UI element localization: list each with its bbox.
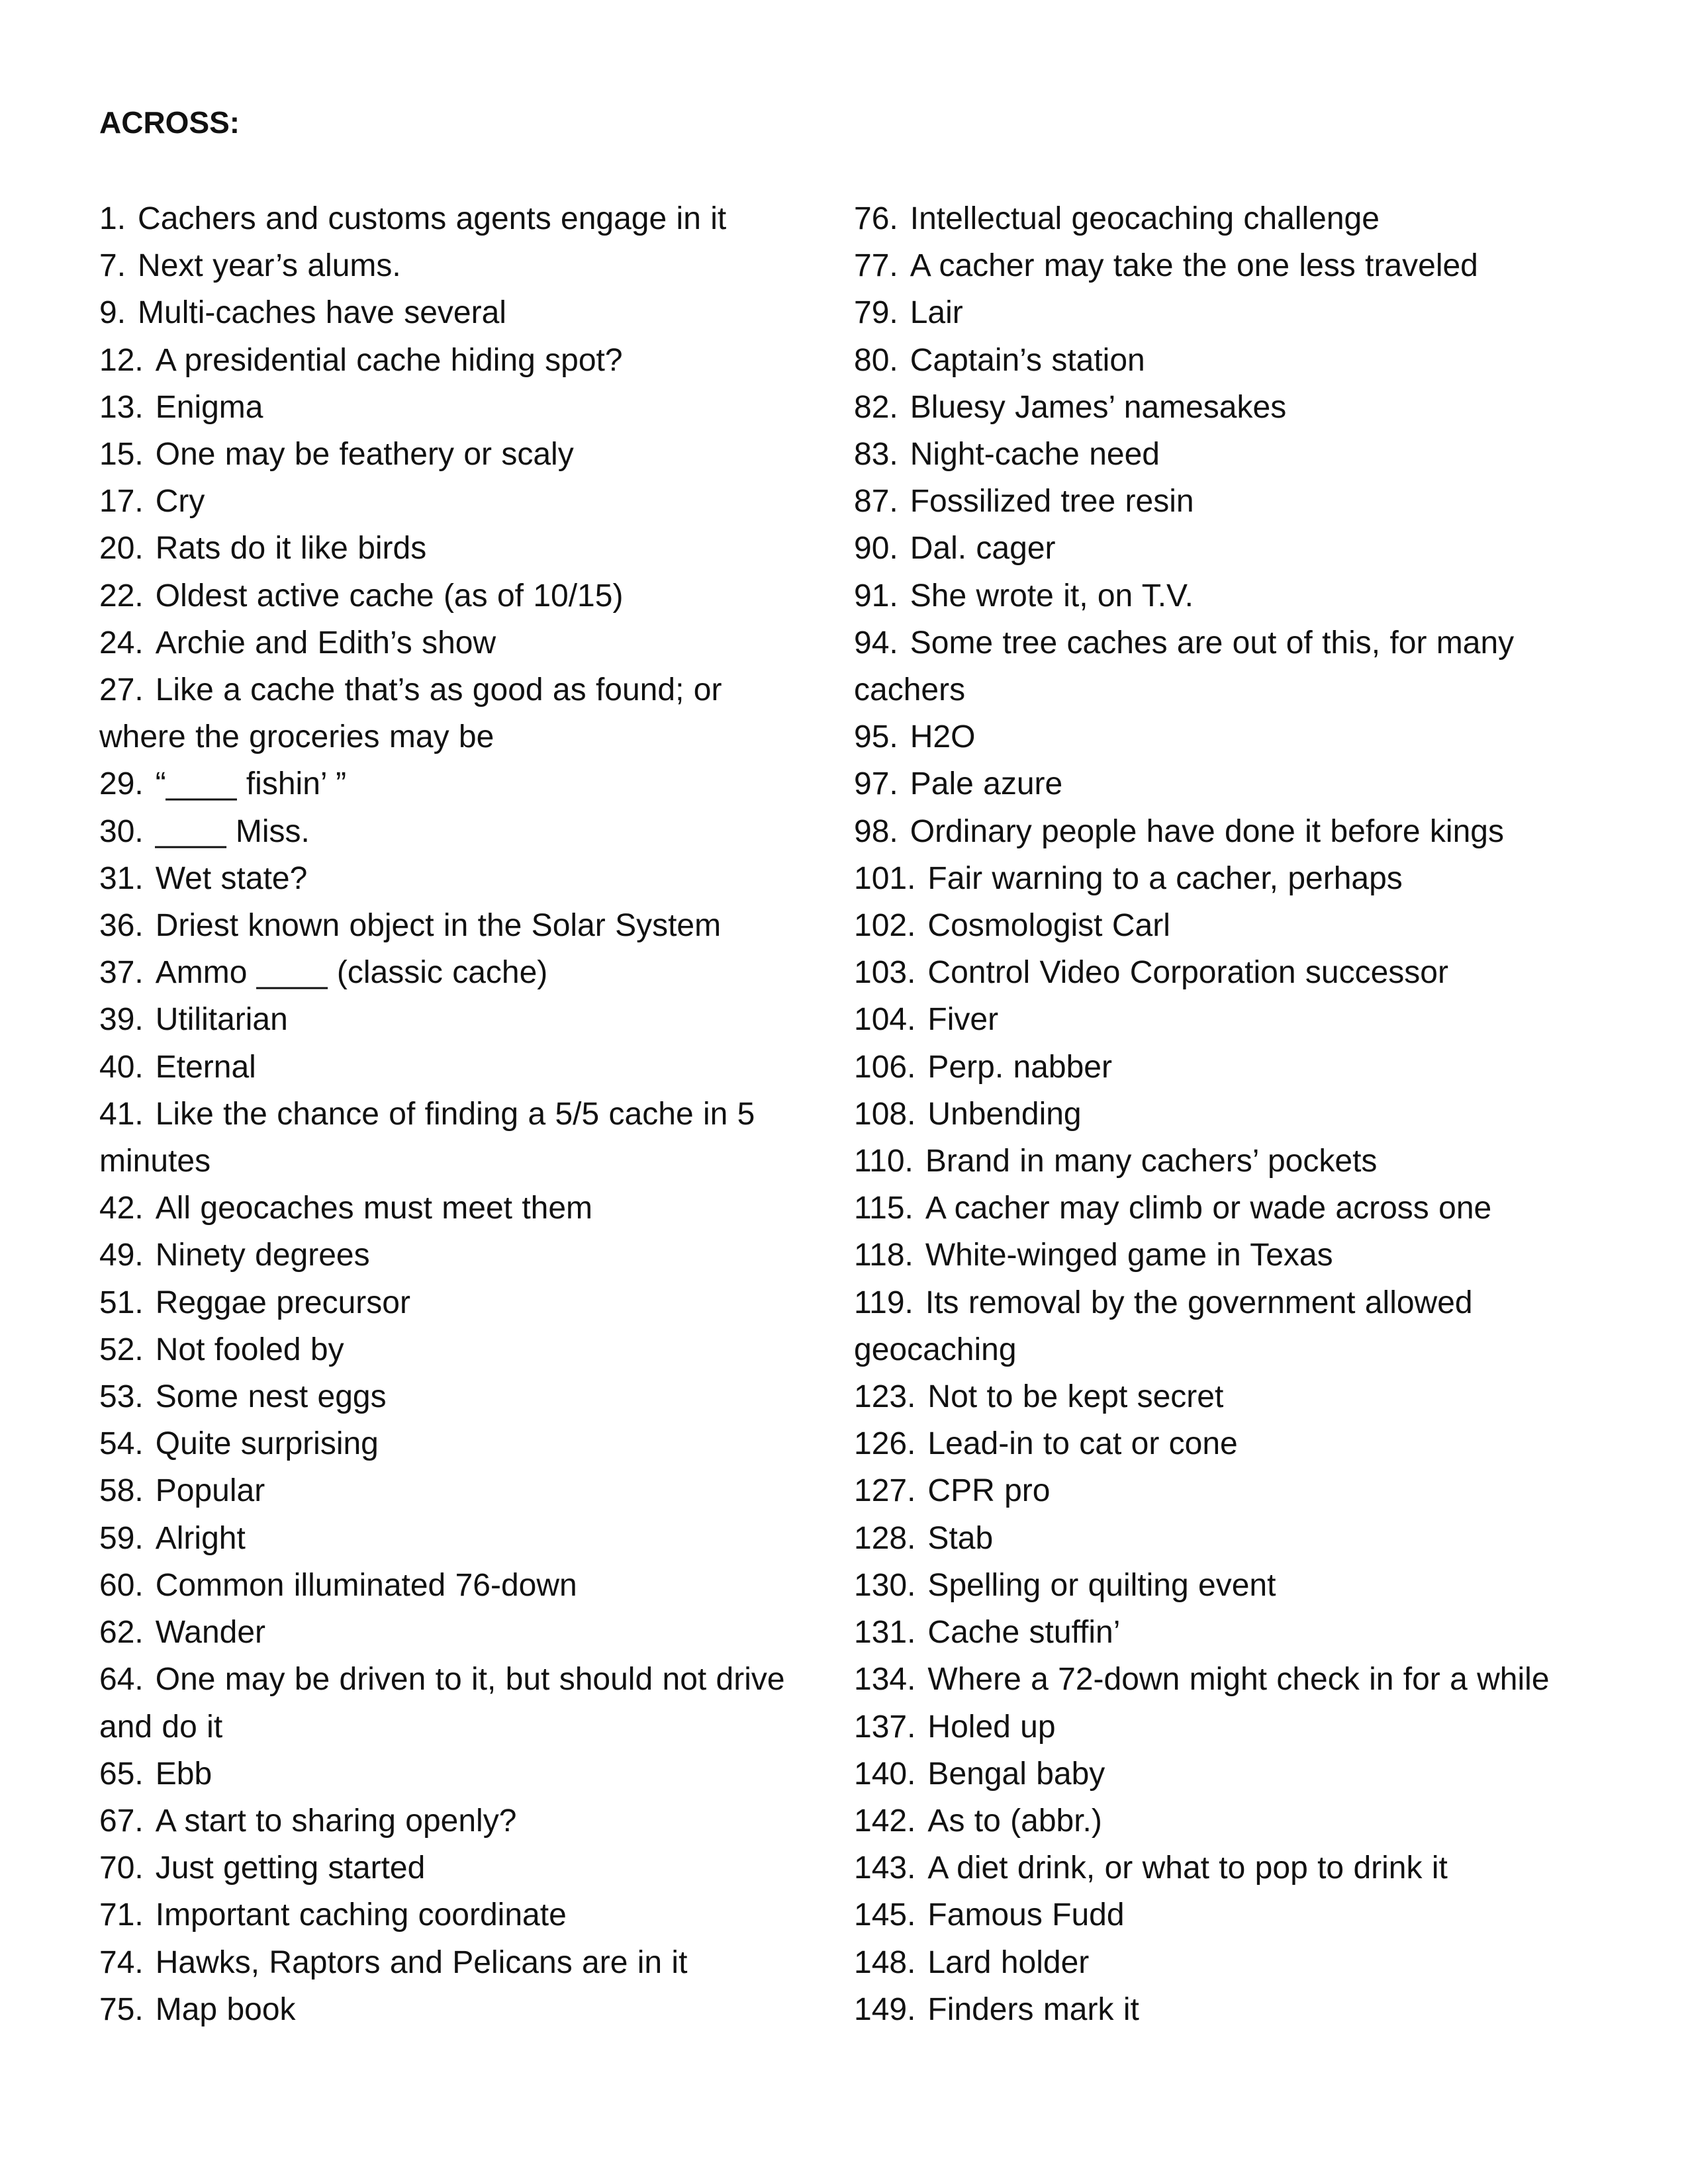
clue-text: A diet drink, or what to pop to drink it [927, 1850, 1448, 1886]
clue-item [854, 242, 1622, 289]
clue-text: Oldest active cache (as of 10/15) [155, 578, 624, 614]
clue-number: 148. [854, 1944, 916, 1980]
clue-number: 127. [854, 1473, 916, 1509]
clue-text: Lair [910, 295, 963, 331]
clue-item [854, 949, 1622, 996]
clue-item [854, 1091, 1622, 1138]
clue-item [854, 431, 1622, 478]
clue-item [99, 1326, 788, 1373]
clue-text: A cacher may climb or wade across one [925, 1191, 1492, 1226]
clue-number: 31. [99, 860, 144, 896]
clue-number: 142. [854, 1803, 916, 1839]
clue-text: A cacher may take the one less traveled [910, 248, 1478, 284]
clue-text: White-winged game in Texas [925, 1238, 1333, 1273]
clue-number: 126. [854, 1426, 916, 1462]
clue-text: One may be driven to it, but should not drive and do it [99, 1662, 785, 1745]
clue-text: Cry [155, 484, 205, 520]
clue-number: 83. [854, 437, 898, 473]
clue-number: 70. [99, 1850, 144, 1886]
clue-item [854, 1751, 1622, 1797]
clue-text: Fair warning to a cacher, perhaps [927, 860, 1403, 896]
clue-number: 51. [99, 1285, 144, 1320]
clue-item [854, 1704, 1622, 1751]
clue-item [854, 1609, 1622, 1656]
clue-text: Not to be kept secret [927, 1379, 1224, 1415]
clue-number: 30. [99, 813, 144, 849]
clue-text: Enigma [155, 389, 263, 425]
clue-number: 130. [854, 1567, 916, 1603]
clue-text: Where a 72-down might check in for a while [927, 1662, 1550, 1698]
clue-number: 12. [99, 342, 144, 378]
clue-text: Brand in many cachers’ pockets [925, 1144, 1378, 1179]
clue-number: 41. [99, 1096, 144, 1132]
clue-number: 13. [99, 389, 144, 425]
clue-item [99, 1185, 788, 1232]
clue-number: 40. [99, 1049, 144, 1085]
clue-text: Finders mark it [927, 1991, 1139, 2027]
clue-text: ____ Miss. [155, 813, 310, 849]
clue-item [99, 1986, 788, 2033]
clue-number: 143. [854, 1850, 916, 1886]
clue-number: 27. [99, 672, 144, 708]
clue-number: 49. [99, 1238, 144, 1273]
clue-number: 74. [99, 1944, 144, 1980]
clue-number: 62. [99, 1615, 144, 1651]
clue-item [854, 855, 1622, 902]
clue-number: 137. [854, 1709, 916, 1745]
clue-item [854, 1467, 1622, 1514]
clue-number: 36. [99, 908, 144, 944]
clue-text: Lard holder [927, 1944, 1090, 1980]
clue-item [99, 760, 788, 807]
clue-item [99, 855, 788, 902]
clue-item [854, 1891, 1622, 1938]
clue-item [854, 1515, 1622, 1562]
clue-number: 60. [99, 1567, 144, 1603]
clue-number: 104. [854, 1002, 916, 1038]
clue-item [854, 996, 1622, 1043]
clue-item [854, 1044, 1622, 1091]
clue-number: 95. [854, 719, 898, 755]
clue-item [854, 902, 1622, 949]
clue-item [99, 808, 788, 855]
clue-text: She wrote it, on T.V. [910, 578, 1194, 614]
clue-item [99, 1797, 788, 1844]
clue-text: Not fooled by [155, 1332, 344, 1367]
clue-text: Its removal by the government allowed geocaching [854, 1285, 1473, 1367]
clue-text: Hawks, Raptors and Pelicans are in it [155, 1944, 688, 1980]
clue-text: H2O [910, 719, 976, 755]
clue-number: 22. [99, 578, 144, 614]
clue-item [854, 1797, 1622, 1844]
clue-item [99, 1091, 788, 1185]
clue-number: 118. [854, 1238, 914, 1273]
clue-item [99, 1420, 788, 1467]
clue-text: A start to sharing openly? [155, 1803, 517, 1839]
clue-text: Some nest eggs [155, 1379, 387, 1415]
clue-number: 24. [99, 625, 144, 660]
clue-text: Dal. cager [910, 531, 1056, 567]
clue-number: 80. [854, 342, 898, 378]
clue-item [854, 1562, 1622, 1609]
clue-text: Utilitarian [155, 1002, 288, 1038]
clue-item [99, 996, 788, 1043]
clue-text: Perp. nabber [927, 1049, 1112, 1085]
clue-item [854, 525, 1622, 572]
clue-number: 15. [99, 437, 144, 473]
clue-text: Cache stuffin’ [927, 1615, 1121, 1651]
clue-text: Popular [155, 1473, 265, 1509]
clue-item [99, 289, 788, 336]
clue-number: 20. [99, 531, 144, 567]
clue-number: 29. [99, 766, 144, 802]
clue-list-left [99, 195, 788, 2033]
clue-text: Archie and Edith’s show [155, 625, 496, 660]
clue-item [854, 619, 1622, 713]
clue-text: Just getting started [155, 1850, 426, 1886]
clue-text: All geocaches must meet them [155, 1191, 593, 1226]
clue-text: Wander [155, 1615, 266, 1651]
clue-number: 123. [854, 1379, 916, 1415]
clue-item [99, 242, 788, 289]
clue-item [854, 1420, 1622, 1467]
clue-item [99, 1609, 788, 1656]
clue-number: 39. [99, 1002, 144, 1038]
clue-text: Control Video Corporation successor [927, 955, 1448, 991]
clue-text: CPR pro [927, 1473, 1051, 1509]
clue-number: 82. [854, 389, 898, 425]
clue-text: Cosmologist Carl [927, 908, 1170, 944]
clue-number: 115. [854, 1191, 914, 1226]
clue-number: 149. [854, 1991, 916, 2027]
clue-number: 110. [854, 1144, 914, 1179]
clue-item [854, 760, 1622, 807]
clue-item [854, 195, 1622, 242]
clue-text: Ninety degrees [155, 1238, 370, 1273]
clue-text: Pale azure [910, 766, 1063, 802]
clue-text: Captain’s station [910, 342, 1145, 378]
clue-number: 42. [99, 1191, 144, 1226]
clue-item [99, 902, 788, 949]
clue-text: Eternal [155, 1049, 256, 1085]
clue-item [854, 1939, 1622, 1986]
clue-item [99, 1279, 788, 1326]
clue-item [99, 1562, 788, 1609]
clue-text: A presidential cache hiding spot? [155, 342, 623, 378]
clue-text: Some tree caches are out of this, for many cachers [854, 625, 1515, 708]
clue-number: 134. [854, 1662, 916, 1698]
clue-text: Cachers and customs agents engage in it [138, 201, 727, 236]
clue-item [854, 384, 1622, 431]
section-heading: ACROSS: [99, 105, 240, 140]
clue-text: Quite surprising [155, 1426, 379, 1462]
clue-item [854, 713, 1622, 760]
clue-item [99, 337, 788, 384]
clue-item [854, 808, 1622, 855]
clue-text: One may be feathery or scaly [155, 437, 574, 473]
clue-text: Ammo ____ (classic cache) [155, 955, 548, 991]
clue-text: Wet state? [155, 860, 308, 896]
clue-item [854, 1844, 1622, 1891]
clue-item [99, 1656, 788, 1750]
clue-item [99, 1373, 788, 1420]
clue-text: Important caching coordinate [155, 1897, 567, 1933]
clue-item [99, 949, 788, 996]
clue-number: 101. [854, 860, 916, 896]
clue-text: Like the chance of finding a 5/5 cache in 5 minutes [99, 1096, 755, 1179]
clue-number: 102. [854, 908, 916, 944]
clue-text: Spelling or quilting event [927, 1567, 1276, 1603]
clue-number: 75. [99, 1991, 144, 2027]
clue-item [99, 1939, 788, 1986]
clue-text: Next year’s alums. [138, 248, 401, 284]
clue-text: Common illuminated 76-down [155, 1567, 577, 1603]
clue-number: 145. [854, 1897, 916, 1933]
clue-number: 140. [854, 1756, 916, 1792]
clue-item [854, 1373, 1622, 1420]
clue-text: Rats do it like birds [155, 531, 427, 567]
clue-text: Unbending [927, 1096, 1082, 1132]
clue-text: Like a cache that’s as good as found; or where the groceries may be [99, 672, 722, 755]
clue-item [99, 1467, 788, 1514]
clue-number: 77. [854, 248, 898, 284]
clue-text: Bengal baby [927, 1756, 1105, 1792]
clue-item [99, 525, 788, 572]
clue-text: Lead-in to cat or cone [927, 1426, 1238, 1462]
clue-number: 64. [99, 1662, 144, 1698]
clue-text: Holed up [927, 1709, 1056, 1745]
clue-number: 59. [99, 1520, 144, 1556]
clue-text: Fossilized tree resin [910, 484, 1194, 520]
clue-text: Driest known object in the Solar System [155, 908, 722, 944]
clue-number: 71. [99, 1897, 144, 1933]
clue-number: 1. [99, 201, 126, 236]
clue-number: 97. [854, 766, 898, 802]
clue-text: Famous Fudd [927, 1897, 1125, 1933]
clue-item [99, 1844, 788, 1891]
clue-item [854, 572, 1622, 619]
clue-text: Intellectual geocaching challenge [910, 201, 1380, 236]
clue-item [854, 289, 1622, 336]
clue-item [99, 572, 788, 619]
clue-item [99, 1515, 788, 1562]
clue-item [99, 619, 788, 666]
clue-item [854, 337, 1622, 384]
clue-text: Ebb [155, 1756, 212, 1792]
clue-item [854, 1279, 1622, 1373]
clue-number: 87. [854, 484, 898, 520]
clue-text: Stab [927, 1520, 994, 1556]
clue-item [854, 1185, 1622, 1232]
clue-number: 65. [99, 1756, 144, 1792]
clue-number: 17. [99, 484, 144, 520]
clue-text: Night-cache need [910, 437, 1160, 473]
clue-item [99, 478, 788, 525]
clue-item [99, 1044, 788, 1091]
clue-text: Map book [155, 1991, 296, 2027]
clue-text: Ordinary people have done it before kings [910, 813, 1504, 849]
clue-list-right [854, 195, 1622, 2033]
clue-number: 76. [854, 201, 898, 236]
clue-item [854, 478, 1622, 525]
clue-number: 53. [99, 1379, 144, 1415]
clue-item [854, 1232, 1622, 1279]
clue-number: 58. [99, 1473, 144, 1509]
clue-number: 94. [854, 625, 898, 660]
clue-item [99, 666, 788, 760]
clue-text: As to (abbr.) [927, 1803, 1102, 1839]
clue-number: 79. [854, 295, 898, 331]
clue-item [99, 384, 788, 431]
clue-text: Alright [155, 1520, 246, 1556]
clue-item [99, 1232, 788, 1279]
clue-number: 67. [99, 1803, 144, 1839]
clue-number: 131. [854, 1615, 916, 1651]
clue-number: 54. [99, 1426, 144, 1462]
clue-number: 108. [854, 1096, 916, 1132]
clue-item [854, 1986, 1622, 2033]
clue-number: 106. [854, 1049, 916, 1085]
clue-number: 7. [99, 248, 126, 284]
clue-number: 103. [854, 955, 916, 991]
clue-item [854, 1656, 1622, 1703]
clue-number: 90. [854, 531, 898, 567]
clue-item [99, 195, 788, 242]
clue-number: 37. [99, 955, 144, 991]
clue-item [99, 1751, 788, 1797]
clue-number: 128. [854, 1520, 916, 1556]
clue-item [99, 431, 788, 478]
clue-number: 91. [854, 578, 898, 614]
clue-text: Bluesy James’ namesakes [910, 389, 1287, 425]
clue-text: Multi-caches have several [138, 295, 506, 331]
clue-item [854, 1138, 1622, 1185]
clue-number: 9. [99, 295, 126, 331]
clue-number: 98. [854, 813, 898, 849]
clue-number: 52. [99, 1332, 144, 1367]
clue-text: “____ fishin’ ” [155, 766, 347, 802]
clue-number: 119. [854, 1285, 914, 1320]
clue-text: Reggae precursor [155, 1285, 410, 1320]
clue-item [99, 1891, 788, 1938]
clue-text: Fiver [927, 1002, 999, 1038]
